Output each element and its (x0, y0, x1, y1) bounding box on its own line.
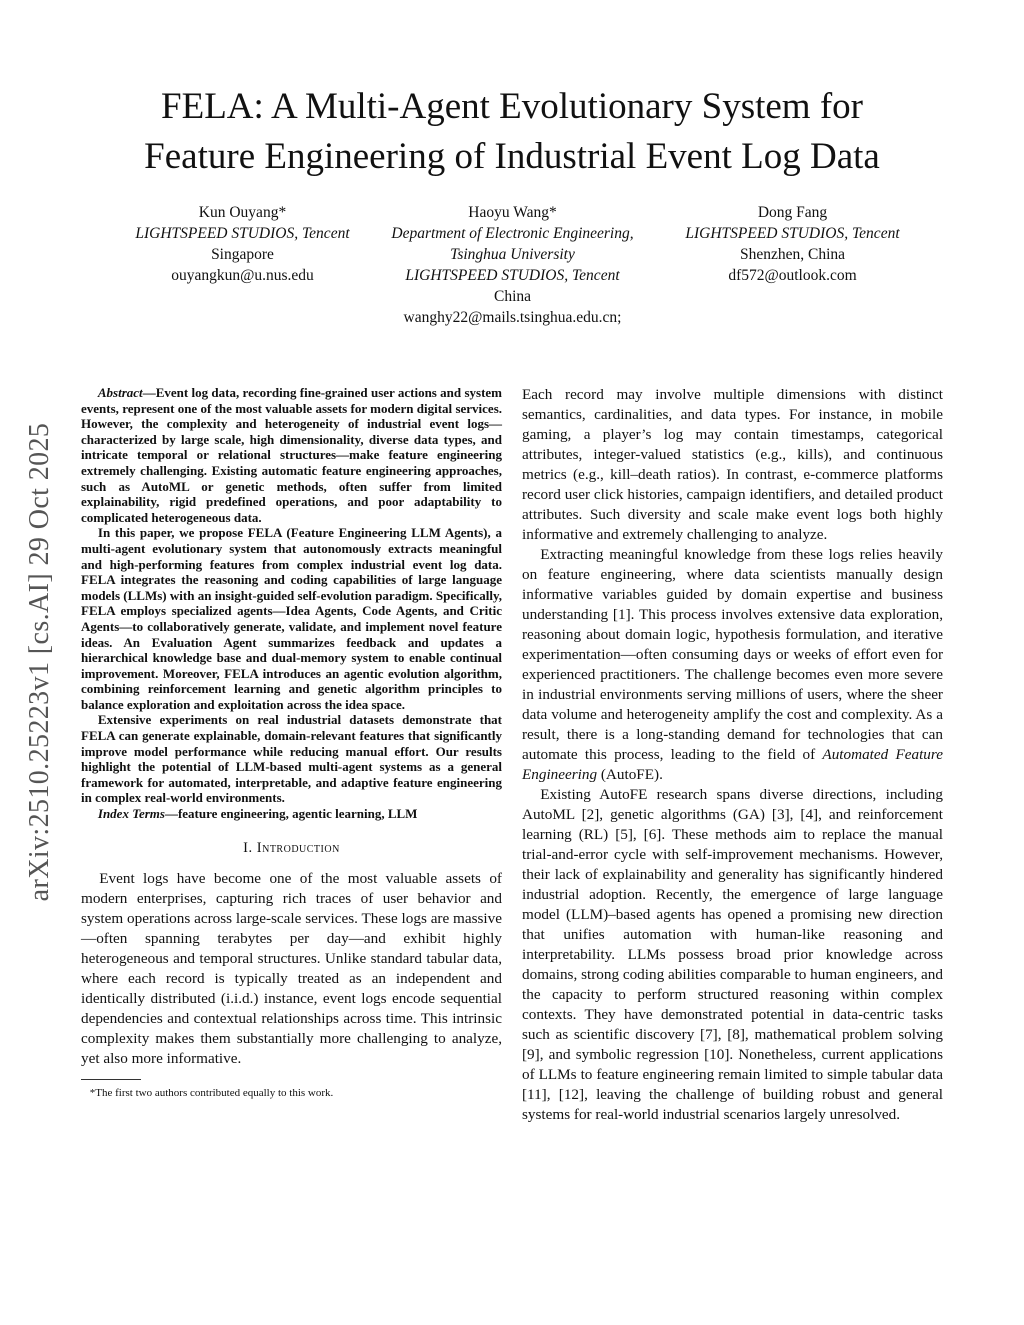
right-paragraph-2-text: Extracting meaningful knowledge from these logs relies heavily on feature engineering, where data scientists manually design informative variables guided by domain expertise and business understanding [1]. This process involves extensive data exploration, reasoning about domain logic, hypothesis formulation, and iterative experimentation—often consuming days or weeks of effort even for experienced practitioners. The challenge becomes even more severe in industrial environments serving millions of users, where the sheer data volume and heterogeneity amplify the cost and complexity. As a result, there is a long-standing demand for technologies that can automate this process, leading to the field of (522, 546, 943, 763)
abstract-paragraph-2: In this paper, we propose FELA (Feature Engineering LLM Agents), a multi-agent evolutionary system that autonomously extracts meaningful and high-performing features from complex industrial event log data. FELA integrates the reasoning and coding capabilities of large language models (LLMs) with an insight-guided self-evolution paradigm. Specifically, FELA employs specialized agents—Idea Agents, Code Agents, and Critic Agents—to collaboratively generate, validate, and implement novel feature ideas. An Evaluation Agent summarizes feedback and updates a hierarchical knowledge base and dual-memory system to enable continual improvement. Moreover, FELA introduces an agentic evolution algorithm, combining reinforcement learning and genetic algorithm principles to balance exploration and exploitation across the idea space. (81, 525, 502, 712)
author-email: df572@outlook.com (728, 267, 857, 284)
abstract-label: Abstract (97, 385, 143, 400)
paper-title (60, 82, 964, 182)
left-column (81, 385, 502, 1100)
right-paragraph-1: Each record may involve multiple dimensions with distinct semantics, cardinalities, and data types. For instance, in mobile gaming, a player’s log may contain timestamps, categorical attributes, integer-valued statistics (e.g., kills), and continuous metrics (e.g., kill–death ratios). In contrast, e-commerce platforms record user click histories, campaign identifiers, and detailed product attributes. Such diversity and scale make event logs both highly informative and extremely challenging to analyze. (522, 386, 943, 543)
section-title: Introduction (256, 839, 340, 856)
footnote: *The first two authors contributed equally to this work. (89, 1086, 334, 1099)
footnote-rule (81, 1079, 141, 1080)
author-block-1 (90, 202, 395, 286)
author-name: Kun Ouyang* (198, 204, 287, 221)
arxiv-identifier: arXiv:2510.25223v1 [cs.AI] 29 Oct 2025 (24, 422, 55, 902)
author-location: Shenzhen, China (739, 246, 846, 263)
author-affiliation: LIGHTSPEED STUDIOS, Tencent (135, 225, 350, 242)
abstract (81, 385, 502, 806)
intro-paragraph-1: Event logs have become one of the most valuable assets of modern enterprises, capturing rich traces of user behavior and system operations across large-scale services. These logs are massive—often spanning terabytes per day—and exhibit highly heterogeneous and temporal structures. Unlike standard tabular data, where each record is typically treated as an independent and identically distributed (i.i.d.) instance, event logs encode sequential dependencies and contextual relationships across time. This intrinsic complexity makes them substantially more challenging to analyze, yet also more informative. (81, 869, 502, 1067)
right-paragraph-2-end: (AutoFE). (597, 766, 663, 783)
author-name: Dong Fang (757, 204, 828, 221)
author-affiliation: LIGHTSPEED STUDIOS, Tencent (405, 267, 620, 284)
section-number: I. (243, 839, 253, 856)
title-line-1: FELA: A Multi-Agent Evolutionary System for (161, 86, 863, 127)
section-heading (81, 840, 502, 857)
author-affiliation: LIGHTSPEED STUDIOS, Tencent (685, 225, 900, 242)
right-column (522, 385, 943, 1125)
abstract-paragraph-3: Extensive experiments on real industrial datasets demonstrate that FELA can generate explainable, domain-relevant features that significantly improve model performance while reducing manual effort. Our results highlight the potential of LLM-based multi-agent systems as a general framework for automated, interpretable, and adaptive feature engineering in complex real-world environments. (81, 712, 502, 806)
right-paragraph-2 (522, 545, 943, 785)
author-email: wanghy22@mails.tsinghua.edu.cn; (403, 309, 622, 326)
author-email: ouyangkun@u.nus.edu (171, 267, 314, 284)
author-name: Haoyu Wang* (468, 204, 557, 221)
author-affiliation: Department of Electronic Engineering, (391, 225, 634, 242)
index-terms-label: Index Terms (97, 806, 165, 822)
author-affiliation: Tsinghua University (450, 246, 575, 263)
author-location: Singapore (211, 246, 274, 263)
author-block-3 (640, 202, 945, 286)
intro-body-right (522, 385, 943, 1125)
author-block-2 (360, 202, 665, 328)
title-line-2: Feature Engineering of Industrial Event Log Data (144, 136, 880, 177)
index-terms (81, 806, 502, 822)
intro-body-left (81, 869, 502, 1069)
author-location: China (493, 288, 532, 305)
right-paragraph-3: Existing AutoFE research spans diverse directions, including AutoML [2], genetic algorithms (GA) [3], [4], and reinforcement learning (RL) [5], [6]. These methods aim to replace the manual trial-and-error cycle with self-improvement mechanisms. However, their lack of explainability and generality has significantly hindered industrial adoption. Recently, the emergence of large language model (LLM)–based agents has opened a promising new direction that unifies automation with human-like reasoning and interpretability. LLMs possess broad prior knowledge across domains, strong coding abilities comparable to human engineers, and the capacity to perform structured reasoning within complex contexts. They have demonstrated potential in data-centric tasks such as scientific discovery [7], [8], mathematical problem solving [9], and symbolic regression [10]. Nonetheless, current applications of LLMs to feature engineering remain limited to simple tabular data [11], [12], leaving the challenge of building robust and general systems for real-world industrial scenarios largely unresolved. (522, 786, 943, 1123)
index-terms-text: —feature engineering, agentic learning, LLM (164, 806, 418, 822)
abstract-paragraph-1: —Event log data, recording fine-grained user actions and system events, represent one of the most valuable assets for modern digital services. However, the complexity and heterogeneity of industrial event logs—characterized by large scale, high dimensionality, diverse data types, and intricate temporal or relational structures—make feature engineering extremely challenging. Existing automatic feature engineering approaches, such as AutoML or genetic methods, often suffer from limited explainability, rigid predefined operations, and poor adaptability to complicated heterogeneous data. (81, 385, 502, 525)
autofe-term: Automated Feature Engineering (522, 746, 943, 783)
